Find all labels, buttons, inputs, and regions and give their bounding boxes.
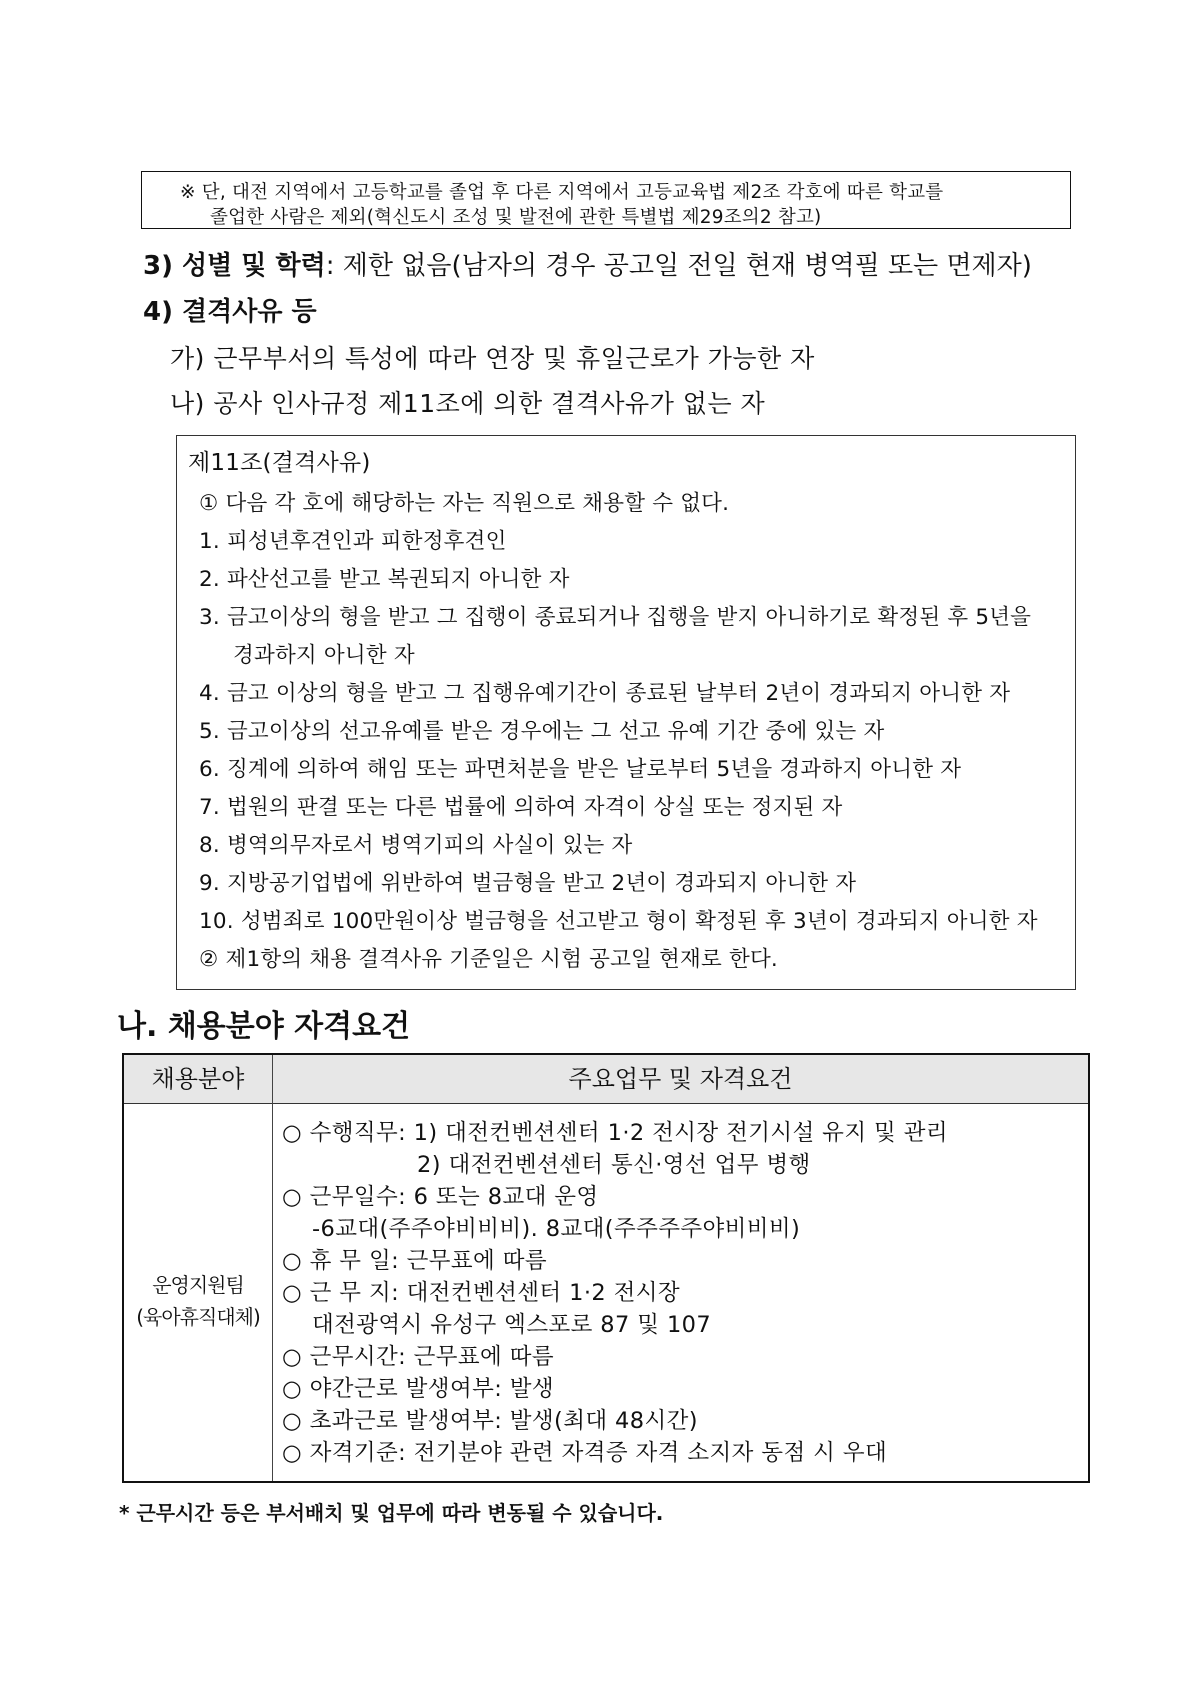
- notice-line-2: 졸업한 사람은 제외(혁신도시 조성 및 발전에 관한 특별법 제29조의2 참고): [210, 207, 822, 228]
- rule-line: 7. 법원의 판결 또는 다른 법률에 의하여 자격이 상실 또는 정지된 자: [199, 795, 843, 820]
- table-header-row: [124, 1055, 1088, 1104]
- footnote: * 근무시간 등은 부서배치 및 업무에 따라 변동될 수 있습니다.: [119, 1501, 664, 1525]
- rule-line: 10. 성범죄로 100만원이상 벌금형을 선고받고 형이 확정된 후 3년이 경과되지 아니한 자: [199, 909, 1038, 934]
- rule-line: 경과하지 아니한 자: [233, 643, 415, 668]
- duty-line: ○ 근 무 지: 대전컨벤션센터 1·2 전시장: [282, 1280, 681, 1306]
- field-note: (육아휴직대체): [136, 1305, 260, 1329]
- duty-line: ○ 초과근로 발생여부: 발생(최대 48시간): [282, 1408, 698, 1434]
- field-label: [124, 1269, 272, 1333]
- duty-line: -6교대(주주야비비비). 8교대(주주주주야비비비): [312, 1216, 801, 1242]
- section-3-label: 3) 성별 및 학력: [143, 251, 326, 281]
- section-4-item-b: 나) 공사 인사규정 제11조에 의한 결격사유가 없는 자: [170, 389, 766, 418]
- header-duties: 주요업무 및 자격요건: [568, 1065, 793, 1093]
- duty-line: 대전광역시 유성구 엑스포로 87 및 107: [312, 1312, 712, 1338]
- section-3-text: : 제한 없음(남자의 경우 공고일 전일 현재 병역필 또는 면제자): [325, 251, 1032, 281]
- rule-article-box: [176, 435, 1076, 990]
- section-4-heading: [143, 291, 317, 328]
- rule-line: 9. 지방공기업법에 위반하여 벌금형을 받고 2년이 경과되지 아니한 자: [199, 871, 857, 896]
- header-field: 채용분야: [151, 1065, 245, 1093]
- section-4-item-a: 가) 근무부서의 특성에 따라 연장 및 휴일근로가 가능한 자: [170, 344, 815, 373]
- duty-line: ○ 근무시간: 근무표에 따름: [282, 1344, 555, 1370]
- rule-line: 4. 금고 이상의 형을 받고 그 집행유예기간이 종료된 날부터 2년이 경과되지 아니한 자: [199, 681, 1011, 706]
- rule-line: 8. 병역의무자로서 병역기피의 사실이 있는 자: [199, 833, 633, 858]
- requirements-table: [122, 1053, 1090, 1483]
- rule-line: 5. 금고이상의 선고유예를 받은 경우에는 그 선고 유예 기간 중에 있는 자: [199, 719, 885, 744]
- duty-line: ○ 자격기준: 전기분야 관련 자격증 자격 소지자 동점 시 우대: [282, 1440, 888, 1466]
- notice-line-1: ※ 단, 대전 지역에서 고등학교를 졸업 후 다른 지역에서 고등교육법 제2조 각호에 따른 학교를: [180, 182, 944, 203]
- section-4-label: 4) 결격사유 등: [143, 297, 317, 327]
- field-name: 운영지원팀: [152, 1273, 244, 1297]
- rule-line: 1. 피성년후견인과 피한정후견인: [199, 529, 507, 554]
- rule-line: ① 다음 각 호에 해당하는 자는 직원으로 채용할 수 없다.: [199, 491, 730, 516]
- rule-line: 6. 징계에 의하여 해임 또는 파면처분을 받은 날로부터 5년을 경과하지 아니한 자: [199, 757, 962, 782]
- duty-line: ○ 수행직무: 1) 대전컨벤션센터 1·2 전시장 전기시설 유지 및 관리: [282, 1120, 948, 1146]
- rule-line: 3. 금고이상의 형을 받고 그 집행이 종료되거나 집행을 받지 아니하기로 확정된 후 5년을: [199, 605, 1032, 630]
- duty-line: ○ 야간근로 발생여부: 발생: [282, 1376, 555, 1402]
- column-divider: [272, 1055, 273, 1481]
- rule-line: 2. 파산선고를 받고 복권되지 아니한 자: [199, 567, 570, 592]
- rule-title: 제11조(결격사유): [188, 450, 371, 476]
- duty-line: 2) 대전컨벤션센터 통신·영선 업무 병행: [417, 1152, 811, 1178]
- rule-line: ② 제1항의 채용 결격사유 기준일은 시험 공고일 현재로 한다.: [199, 947, 778, 972]
- section-3-heading: [143, 245, 1032, 282]
- duty-line: ○ 근무일수: 6 또는 8교대 운영: [282, 1184, 599, 1210]
- duty-line: ○ 휴 무 일: 근무표에 따름: [282, 1248, 547, 1274]
- notice-box: [141, 171, 1071, 229]
- section-na-title: 나. 채용분야 자격요건: [117, 1009, 411, 1044]
